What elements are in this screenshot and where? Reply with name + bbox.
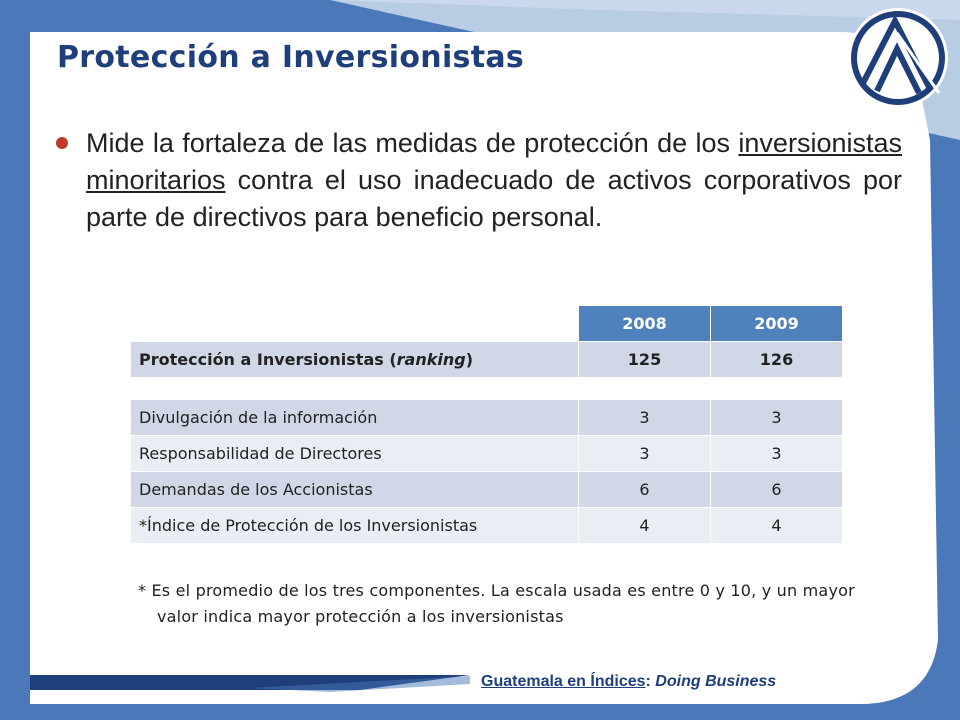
table-row — [131, 508, 843, 544]
header-year-cell: 2008 — [579, 306, 711, 342]
table-cell: 3 — [711, 436, 843, 472]
table-cell: Responsabilidad de Directores — [131, 436, 579, 472]
footer-topic: Doing Business — [655, 673, 777, 690]
ranking-label-emphasis: ranking — [396, 350, 466, 369]
table-row — [131, 472, 843, 508]
page-title: Protección a Inversionistas — [57, 40, 525, 75]
table-cell: 126 — [711, 342, 843, 378]
table-row — [131, 436, 843, 472]
table-row — [131, 342, 843, 378]
underlined-term: minoritarios — [86, 165, 226, 195]
ranking-label-part: Protección a Inversionistas ( — [139, 350, 397, 369]
table-cell: 4 — [579, 508, 711, 544]
table-cell: *Índice de Protección de los Inversionistas — [131, 508, 579, 544]
table-cell: 6 — [711, 472, 843, 508]
footer-link[interactable]: Guatemala en Índices — [481, 673, 646, 690]
bullet-text — [86, 125, 902, 236]
table-cell: 3 — [579, 436, 711, 472]
footnote: * Es el promedio de los tres componentes. La escala usada es entre 0 y 10, y un mayor valor indica mayor protección a los inversionistas — [138, 581, 855, 626]
logo-icon — [843, 3, 953, 113]
bullet-text-part: Mide la fortaleza de las medidas de protección de los — [86, 128, 739, 158]
table-row — [131, 400, 843, 436]
header-year-cell: 2009 — [711, 306, 843, 342]
table-cell: Demandas de los Accionistas — [131, 472, 579, 508]
ranking-table — [130, 305, 843, 378]
indicators-table — [130, 399, 843, 544]
ranking-label — [131, 342, 579, 378]
footer-separator: : — [645, 673, 656, 690]
bullet-icon — [56, 137, 68, 149]
ranking-label-part: ) — [465, 350, 474, 369]
table-cell: 125 — [579, 342, 711, 378]
bullet-text-part: contra el uso inadecuado de activos corporativos por parte de directivos para beneficio personal. — [86, 165, 902, 232]
underlined-term: inversionistas — [738, 128, 902, 158]
table-cell: Divulgación de la información — [131, 400, 579, 436]
table-cell: 4 — [711, 508, 843, 544]
footer-source — [481, 673, 776, 691]
table-cell: 3 — [711, 400, 843, 436]
table-cell: 6 — [579, 472, 711, 508]
header-blank-cell — [131, 306, 579, 342]
table-cell: 3 — [579, 400, 711, 436]
bullet-point — [56, 125, 902, 236]
table-header-row — [131, 306, 843, 342]
